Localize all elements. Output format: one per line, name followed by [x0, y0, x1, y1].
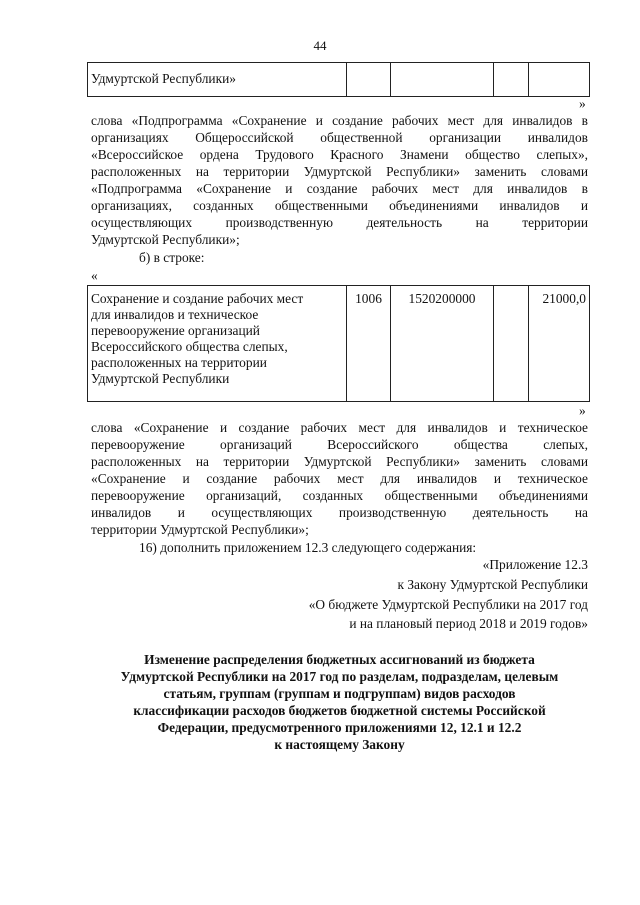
closing-quote-2: » — [579, 403, 586, 418]
table-cell-name: Удмуртской Республики» — [88, 63, 347, 97]
appendix-line: «Приложение 12.3 — [482, 557, 588, 572]
text-line: расположенных на территории Удмуртской Республики» заменить словами — [91, 164, 588, 179]
title-line: Изменение распределения бюджетных ассигнований из бюджета — [144, 652, 535, 667]
text-line: «Всероссийское ордена Трудового Красного Знамени общество слепых», — [91, 147, 588, 162]
table-cell-type — [494, 63, 529, 97]
item-16: 16) дополнить приложением 12.3 следующего содержания: — [139, 540, 477, 555]
table-cell-name — [88, 286, 347, 402]
appendix-line: «О бюджете Удмуртской Республики на 2017 год — [308, 597, 588, 612]
name-line: Удмуртской Республики — [91, 371, 230, 386]
table-cell-section: 1006 — [347, 286, 391, 402]
closing-quote: » — [579, 96, 586, 111]
table-cell-target — [391, 63, 494, 97]
title-line: классификации расходов бюджетов бюджетной системы Российской — [133, 703, 546, 718]
name-line: для инвалидов и техническое — [91, 307, 259, 322]
text-line: расположенных на территории Удмуртской Республики» заменить словами — [91, 454, 588, 469]
text-line: слова «Подпрограмма «Сохранение и создание рабочих мест для инвалидов в — [91, 113, 588, 128]
text-line: организациях Общероссийской общественной организации инвалидов — [91, 130, 588, 145]
text-line: организациях, созданных общественными объединениями инвалидов и — [91, 198, 588, 213]
name-line: расположенных на территории — [91, 355, 267, 370]
table-cell-amount — [529, 63, 590, 97]
appendix-line: и на плановый период 2018 и 2019 годов» — [349, 616, 588, 631]
top-table — [87, 62, 590, 97]
table-cell-type — [494, 286, 529, 402]
name-line: Сохранение и создание рабочих мест — [91, 291, 304, 306]
text-line: «Подпрограмма «Сохранение и создание рабочих мест для инвалидов в — [91, 181, 588, 196]
text-line: «Сохранение и создание рабочих мест для инвалидов и техническое — [91, 471, 588, 486]
text-line: перевооружение организаций, созданных общественными объединениями — [91, 488, 588, 503]
item-b: б) в строке: — [139, 250, 205, 265]
title-line: Удмуртской Республики на 2017 год по разделам, подразделам, целевым — [120, 669, 559, 684]
title-line: Федерации, предусмотренного приложениями 12, 12.1 и 12.2 — [157, 720, 522, 735]
title-line: к настоящему Закону — [274, 737, 405, 752]
text-line: слова «Сохранение и создание рабочих мест для инвалидов и техническое — [91, 420, 588, 435]
title-line: статьям, группам (группам и подгруппам) видов расходов — [163, 686, 516, 701]
name-line: перевооружение организаций — [91, 323, 260, 338]
text-line: Удмуртской Республики»; — [91, 232, 240, 247]
appendix-line: к Закону Удмуртской Республики — [397, 577, 588, 592]
table-cell-amount: 21000,0 — [529, 286, 590, 402]
table-cell-section — [347, 63, 391, 97]
name-line: Всероссийского общества слепых, — [91, 339, 288, 354]
text-line: территории Удмуртской Республики»; — [91, 522, 309, 537]
page-number: 44 — [313, 38, 327, 53]
table-cell-target: 1520200000 — [391, 286, 494, 402]
text-line: перевооружение организаций Всероссийского общества слепых, — [91, 437, 588, 452]
text-line: инвалидов и осуществляющих производственную деятельность на — [91, 505, 588, 520]
text-line: осуществляющих производственную деятельность на территории — [91, 215, 588, 230]
mid-table — [87, 285, 590, 402]
opening-quote: « — [91, 268, 98, 283]
